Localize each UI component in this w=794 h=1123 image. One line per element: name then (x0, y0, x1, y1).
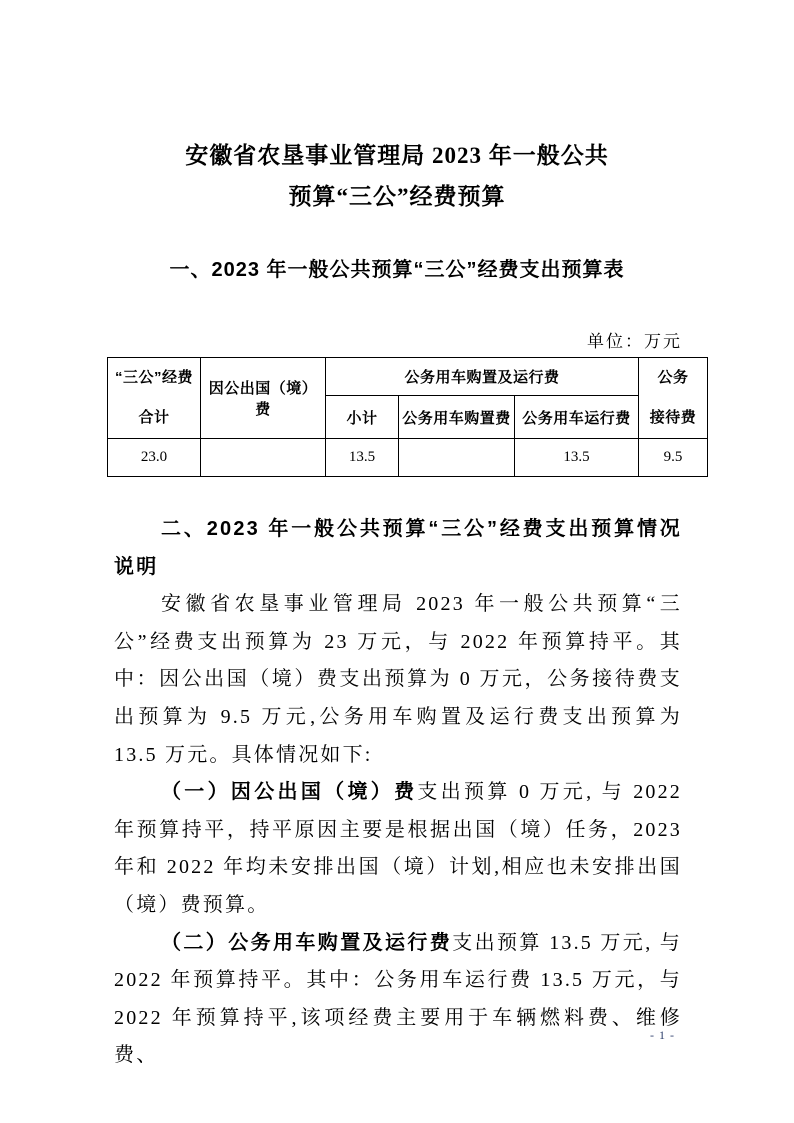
section2-heading: 二、2023 年一般公共预算“三公”经费支出预算情况说明 (114, 518, 682, 578)
page-number: - 1 - (650, 1028, 675, 1042)
col-header-vehicle-purchase: 公务用车购置费 (399, 396, 515, 439)
col-header-total-line2: 合计 (138, 409, 170, 426)
section2-body (114, 511, 682, 1075)
col-header-reception-line2: 接待费 (649, 409, 697, 426)
document-title-line2: 预算“三公”经费预算 (288, 184, 506, 209)
paragraph-vehicle-expense (114, 925, 682, 1075)
paragraph-vehicle-expense-lead: （二）公务用车购置及运行费 (161, 931, 453, 954)
paragraph-overview: 安徽省农垦事业管理局 2023 年一般公共预算“三公”经费支出预算为 23 万元，与 2022 年预算持平。其中：因公出国（境）费支出预算为 0 万元，公务接待费支出预算为 9.5 万元,公务用车购置及运行费支出预算为 13.5 万元。具体情况如下: (114, 593, 682, 766)
value-vehicle-operation: 13.5 (515, 439, 639, 477)
value-total: 23.0 (108, 439, 201, 477)
col-header-total-line1: “三公”经费 (114, 369, 193, 386)
paragraph-abroad-expense (114, 774, 682, 924)
paragraph-abroad-expense-text: 支出预算 0 万元, 与 2022 年预算持平，持平原因主要是根据出国（境）任务，2023 年和 2022 年均未安排出国（境）计划,相应也未安排出国（境）费预算。 (114, 781, 683, 916)
col-header-reception-line1: 公务 (657, 369, 689, 386)
col-header-reception (639, 358, 708, 439)
budget-table (107, 357, 708, 477)
document-title-line1: 安徽省农垦事业管理局 2023 年一般公共 (185, 143, 609, 168)
table-row (108, 439, 708, 477)
paragraph-abroad-expense-lead: （一）因公出国（境）费 (161, 781, 418, 804)
value-abroad (201, 439, 326, 477)
section1-heading: 一、2023 年一般公共预算“三公”经费支出预算表 (169, 259, 625, 281)
value-vehicle-subtotal: 13.5 (326, 439, 399, 477)
col-header-total (108, 358, 201, 439)
col-header-vehicle-group: 公务用车购置及运行费 (326, 358, 639, 396)
value-vehicle-purchase (399, 439, 515, 477)
col-header-abroad: 因公出国（境）费 (201, 358, 326, 439)
col-header-vehicle-operation: 公务用车运行费 (515, 396, 639, 439)
paragraph-vehicle-expense-text: 支出预算 13.5 万元, 与 2022 年预算持平。其中：公务用车运行费 13.5 万元，与 2022 年预算持平,该项经费主要用于车辆燃料费、维修费、 (114, 931, 682, 1067)
col-header-vehicle-subtotal: 小计 (326, 396, 399, 439)
value-reception: 9.5 (639, 439, 708, 477)
table-unit-label: 单位：万元 (587, 332, 682, 351)
document-title (0, 135, 794, 217)
